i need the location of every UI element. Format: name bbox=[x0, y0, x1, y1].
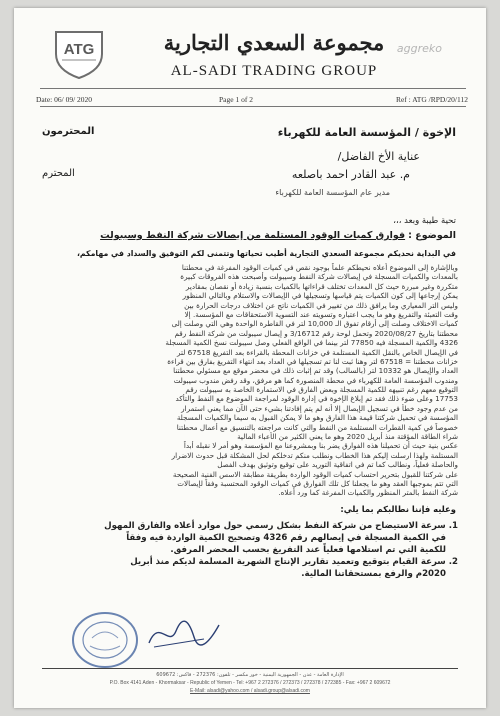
greeting: تحية طيبة وبعد ،،، bbox=[393, 216, 456, 226]
body-line: التي تتم بموجبها العقد وهو ما يجعلنا كل تلك الفوارق في كميات الوقود المحتسبة وفقاً لإيصالات bbox=[177, 478, 458, 488]
body-line: المستلمة ولهذا ارسلت إليكم هذا الخطاب ونطلب منكم تدخلكم لحل المشكلة قبل حدوث الاضرار bbox=[171, 450, 458, 460]
letter-date: Date: 06/ 09/ 2020 bbox=[36, 95, 93, 104]
atg-logo bbox=[48, 30, 110, 80]
request-item: 2. سرعة القيام بتوقيع وتعميد تقارير الإنتاج الشهرية المسلمة لديكم منذ أبريل bbox=[130, 557, 458, 567]
meta-rule bbox=[40, 106, 466, 107]
request-item-cont: للكمية التي تم استلامها فعلياً عند التفريغ بحسب المحضر المرفق. bbox=[170, 545, 446, 555]
company-stamp bbox=[66, 608, 144, 672]
recipient-name: م. عبد القادر احمد باصلعه bbox=[291, 168, 410, 181]
subject-label: الموضوع : bbox=[408, 230, 456, 241]
body-line: والحاصلة فعلياً، ونطالب كما تم في اتفاقية التوريد على توقيع وتوثيق بهدف الفصل bbox=[217, 460, 458, 470]
body-line: عكس بنية حيث أن تحميلنا هذه الفوارق يضر بنا وبمشروعنا مع المؤسسة وهو أمر لا نقبله أبداً bbox=[183, 441, 458, 451]
brand-arabic: مجموعة السعدي التجارية bbox=[163, 30, 385, 55]
body-line: يمكن إرجاعها إلى كون الكميات يتم قياسها وتسجيلها في الإيصالات والاستلام وبالتالي المنظور bbox=[182, 291, 458, 301]
page-number: Page 1 of 2 bbox=[219, 95, 253, 104]
body-line: كميات الاختلاف وصلت إلى أرقام تفوق الـ 10,000 لتر في القاطرة الواحدة وهي التي وصلت إلى bbox=[171, 319, 458, 329]
attention-line: عناية الأخ الفاضل/ bbox=[337, 150, 420, 163]
request-item: 1. سرعة الاستيضاح من شركة النفط بشكل رسمي حول موارد أعلاه والفارق المهول bbox=[104, 521, 458, 531]
body-line: في الإيصال الخاص بالنقل الكمية المستلمة في خزانات المحطة بالقراءة بعد التفريغ 67518 لتر bbox=[177, 347, 458, 357]
body-paragraph bbox=[42, 263, 458, 498]
requests-intro: وعليه فإننا نطالبكم بما يلي: bbox=[340, 504, 456, 514]
body-line: على شركتنا للقبول بتحرير احتساب كميات الوقود الواردة بطريقة مطابقة الاسس الفنية الصحيحة bbox=[172, 469, 458, 479]
body-line: ومندوب المؤسسة العامة للكهرباء في محطة المنصورة كما هو مرفق، وقد رفض مندوب سيبولت bbox=[173, 375, 458, 385]
body-line: وقت التعبئة والتفريغ وهو ما يجب اعتباره وتسويته عند التسوية الاستحقاقات مع المؤسسة. إلا bbox=[184, 309, 458, 319]
body-line: شراء الطاقة المؤقتة منذ أبريل 2020 وهو ما يعني الكثير من الأعباء المالية bbox=[237, 432, 458, 442]
body-line: خزانات محطتنا = 67518 لتر وهنا ثبت لنا تم تسجيلها في العداد بعد انتهاء التفريغ بفارق بين قراءة bbox=[167, 356, 458, 366]
body-line: شركة النفط بالمتر المنظور والكميات المفرغة كما ورد أعلاه. bbox=[278, 488, 458, 498]
body-line: 4326 والكمية المسجلة فيه 77850 لتر بينما في الواقع الفعلي وصل سيبولت نسخ الكمية المسجلة bbox=[165, 338, 458, 348]
requests-list bbox=[42, 520, 458, 580]
brand-english: AL-SADI TRADING GROUP bbox=[170, 63, 378, 79]
reference-number: Ref : ATG /RPD/20/112 bbox=[395, 95, 468, 104]
body-line: التوقيع معهم رغم تنبيهه للكمية المسجلة وبعض الفارق في الاستمارة الخاصة به سيبولت رقم bbox=[185, 385, 458, 395]
body-line: من عدم وجود خطأ في تسجيل الإيصال إلا أنه لم يتم إفادتنا بشيء حتى الآن مما يعني استمرار bbox=[181, 403, 458, 413]
recipient-name-honorific: المحترم bbox=[42, 168, 75, 179]
logo-text: ATG bbox=[63, 41, 95, 58]
footer-rule bbox=[42, 668, 458, 669]
signature bbox=[144, 613, 224, 653]
recipient-org: الإخوة / المؤسسة العامة للكهرباء bbox=[277, 126, 456, 139]
body-line: متكررة وغير مبررة حيث كل المعدات تختلف قراءاتها بالكميات بنسبة زيادة أو نقصان بمقادير bbox=[185, 281, 458, 291]
body-line: وبالإشارة إلى الموضوع أعلاه نحيطكم علماً بوجود نقص في كميات الوقود المفرغة في محطتنا bbox=[181, 263, 458, 272]
body-line: العداد والإيصال هو 10332 لتر (بالسالب) وقد تم إثبات ذلك في محضر موقع مع مسئولي محطتنا bbox=[173, 366, 458, 376]
body-line: محطتنا بتاريخ 2020/08/27 وتحمل لوحة رقم 3/16712 و إيصال سيبولت من شركة النفط رقم bbox=[174, 328, 458, 338]
request-item-cont: 2020م والرفع بمستحقاتنا المالية. bbox=[301, 569, 446, 579]
footer-address-ar: الإدارة العامة - عدن - الجمهورية اليمنية - خور مكسر - تلفون: 272376 - فاكس: 609672 bbox=[156, 672, 344, 678]
header-rule bbox=[40, 88, 466, 89]
body-line: 17753 وعلى ضوء ذلك فقد تم إبلاغ الإخوة في إدارة الوقود لمراجعة الموضوع مع النفط والتأكد bbox=[175, 394, 458, 404]
opening-paragraph: في البداية نحديكم مجموعة السعدي التجارية أطيب تحياتها وتتمنى لكم التوفيق والسداد في مهامكم، bbox=[76, 249, 456, 258]
request-item-cont: في الكمية المسجلة في إيصالهم رقم 4326 وتصحيح الكمية الواردة فيه وفقاً bbox=[126, 533, 446, 543]
recipient-title: مدير عام المؤسسة العامة للكهرباء bbox=[275, 188, 390, 197]
footer-email: E-Mail: alsadi@yahoo.com / alsadi.group@alsadi.com bbox=[190, 688, 310, 694]
subject-text: فوارق كميات الوقود المستلمة من إيصالات شركة النفط وسيبولت bbox=[100, 230, 406, 241]
letter-page bbox=[14, 8, 486, 708]
body-line: وليس التر المعياري وما يرافق ذلك من تغيير في الكميات ناتج عن اختلاف درجات الحرارة بين bbox=[184, 300, 458, 310]
body-line: خصوصاً في كمية القطرات المستلمة من النفط والتي كانت مراجعته بالتنسيق مع أعمال محطتنا bbox=[176, 422, 458, 432]
body-line: المؤسسة في تحميل شركتنا قيمة هذا الفارق وهو ما لا يمكن القبول به سيما والكميات المسجلة bbox=[176, 413, 458, 423]
recipient-salutation: المحترمون bbox=[42, 126, 95, 137]
aggreko-logo: aggreko bbox=[396, 42, 442, 55]
footer-address-en: P.O. Box 4141 Aden - Khormaksar - Republic of Yemen - Tel: +967 2 272376 / 272373 / 272378 / 272385 - Fax: +967 2 609672 bbox=[109, 680, 391, 686]
body-line: بالمعدات والكميات المسجلة في إيصالات شركة النفط وسيبولت وأصبحت هذه الفروقات كبيرة bbox=[180, 272, 458, 282]
